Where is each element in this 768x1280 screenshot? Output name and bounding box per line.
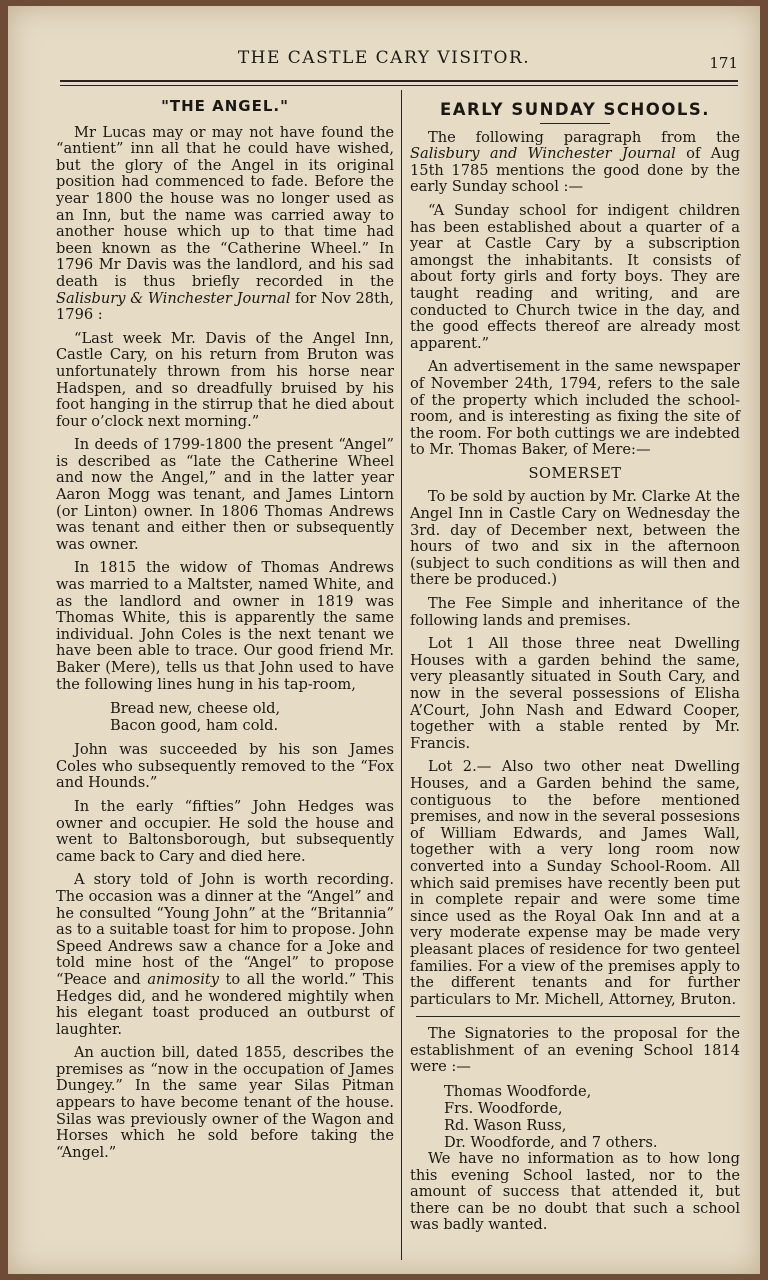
header-rule xyxy=(60,80,738,82)
paragraph: An advertisement in the same newspaper of November 24th, 1794, refers to the sale of the property which included the school-room, and is interesting as fixing the site of the room. For both cuttings we are indebted to Mr. Thomas Baker, of Mere:— xyxy=(410,358,740,459)
title-rule xyxy=(540,123,610,124)
signatory: Dr. Woodforde, and 7 others. xyxy=(444,1134,658,1152)
paragraph: Lot 2.— Also two other neat Dwelling Houses, and a Garden behind the same, contiguous to the before mentioned premises, and now in the several possesions of William Edwards, and James Wall, together with a very long room now converted into a Sunday School-Room. All which said premises have recently been put in complete repair and were some time since used as the Royal Oak Inn and at a very moderate expense may be made very pleasant places of residence for two genteel families. For a view of the premises apply to the different tenants and for further particulars to Mr. Michell, Attorney, Bruton. xyxy=(410,758,740,1008)
verse xyxy=(110,700,394,734)
paragraph: The following paragraph from the Salisbury and Winchester Journal of Aug 15th 1785 mentions the good done by the early Sunday school :— xyxy=(410,128,740,196)
page-number: 171 xyxy=(709,54,738,72)
paragraph: In 1815 the widow of Thomas Andrews was married to a Maltster, named White, and as the landlord and owner in 1819 was Thomas White, this is apparently the same individual. John Coles is the next tenant we have been able to trace. Our good friend Mr. Baker (Mere), tells us that John used to have the following lines hung in his tap-room, xyxy=(56,559,394,693)
right-column xyxy=(410,94,740,1241)
paragraph: Mr Lucas may or may not have found the “antient” inn all that he could have wished, but the glory of the Angel in its original position had commenced to fade. Before the year 1800 the house was no longer used as an Inn, but the name was carried away to another house which up to that time had been known as the “Catherine Wheel.” In 1796 Mr Davis was the landlord, and his sad death is thus briefly recorded in the Salisbury & Winchester Journal for Nov 28th, 1796 : xyxy=(56,123,394,324)
signatory: Thomas Woodforde, xyxy=(444,1083,592,1101)
paragraph: The Fee Simple and inheritance of the following lands and premises. xyxy=(410,595,740,629)
section-rule xyxy=(416,1016,740,1017)
paragraph: In the early “fifties” John Hedges was owner and occupier. He sold the house and went to Baltonsborough, but subsequently came back to Cary and died here. xyxy=(56,797,394,865)
verse-line: Bread new, cheese old, xyxy=(110,700,281,718)
signatory: Rd. Wason Russ, xyxy=(444,1117,567,1135)
somerset-heading: SOMERSET xyxy=(528,464,622,482)
paragraph: In deeds of 1799-1800 the present “Angel” is described as “late the Catherine Wheel and now the Angel,” and in the latter year Aaron Mogg was tenant, and James Lintorn (or Linton) owner. In 1806 Thomas Andrews was tenant and either then or subsequently was owner. xyxy=(56,436,394,553)
paragraph: A story told of John is worth recording. The occasion was a dinner at the “Angel” and he consulted “Young John” at the “Britannia” as to a suitable toast for him to propose. John Speed Andrews saw a chance for a Joke and told mine host of the “Angel” to propose “Peace and animosity to all the world.” This Hedges did, and he wondered mightily when his elegant toast produced an outburst of laughter. xyxy=(56,871,394,1038)
signatory: Frs. Woodforde, xyxy=(444,1100,563,1118)
paragraph: To be sold by auction by Mr. Clarke At the Angel Inn in Castle Cary on Wednesday the 3rd. day of December next, between the hours of two and six in the afternoon (subject to such conditions as will then and there be produced.) xyxy=(410,488,740,589)
sunday-schools-title: EARLY SUNDAY SCHOOLS. xyxy=(439,100,711,119)
column-divider xyxy=(401,90,402,1260)
paragraph: Lot 1 All those three neat Dwelling Houses with a garden behind the same, very pleasantly situated in South Cary, and now in the several possessions of Elisha A’Court, John Nash and Edward Cooper, together with a stable rented by Mr. Francis. xyxy=(410,635,740,752)
book-page xyxy=(8,6,760,1274)
running-title: THE CASTLE CARY VISITOR. xyxy=(237,48,531,68)
paragraph: “A Sunday school for indigent children has been established about a quarter of a year at Castle Cary by a subscription amongst the inhabitants. It consists of about forty girls and forty boys. They are taught reading and writing, and are conducted to Church twice in the day, and the good effects thereof are already most apparent.” xyxy=(410,201,740,352)
paragraph: “Last week Mr. Davis of the Angel Inn, Castle Cary, on his return from Bruton was unfortunately thrown from his horse near Hadspen, and so dreadfully bruised by his foot hanging in the stirrup that he died about four o’clock next morning.” xyxy=(56,329,394,430)
angel-article-title: "THE ANGEL." xyxy=(161,97,289,115)
left-column xyxy=(56,94,394,1168)
verse-line: Bacon good, ham cold. xyxy=(110,717,279,735)
header-rule-thin xyxy=(60,85,738,86)
paragraph: We have no information as to how long this evening School lasted, nor to the amount of success that attended it, but there can be no doubt that such a school was badly wanted. xyxy=(410,1150,740,1234)
signatories-list xyxy=(444,1083,740,1151)
paragraph: An auction bill, dated 1855, describes the premises as “now in the occupation of James Dungey.” In the same year Silas Pitman appears to have become tenant of the house. Silas was previously owner of the Wagon and Horses which he sold before taking the “Angel.” xyxy=(56,1044,394,1161)
paragraph: John was succeeded by his son James Coles who subsequently removed to the “Fox and Hounds.” xyxy=(56,741,394,792)
paragraph: The Signatories to the proposal for the establishment of an evening School 1814 were :— xyxy=(410,1025,740,1076)
